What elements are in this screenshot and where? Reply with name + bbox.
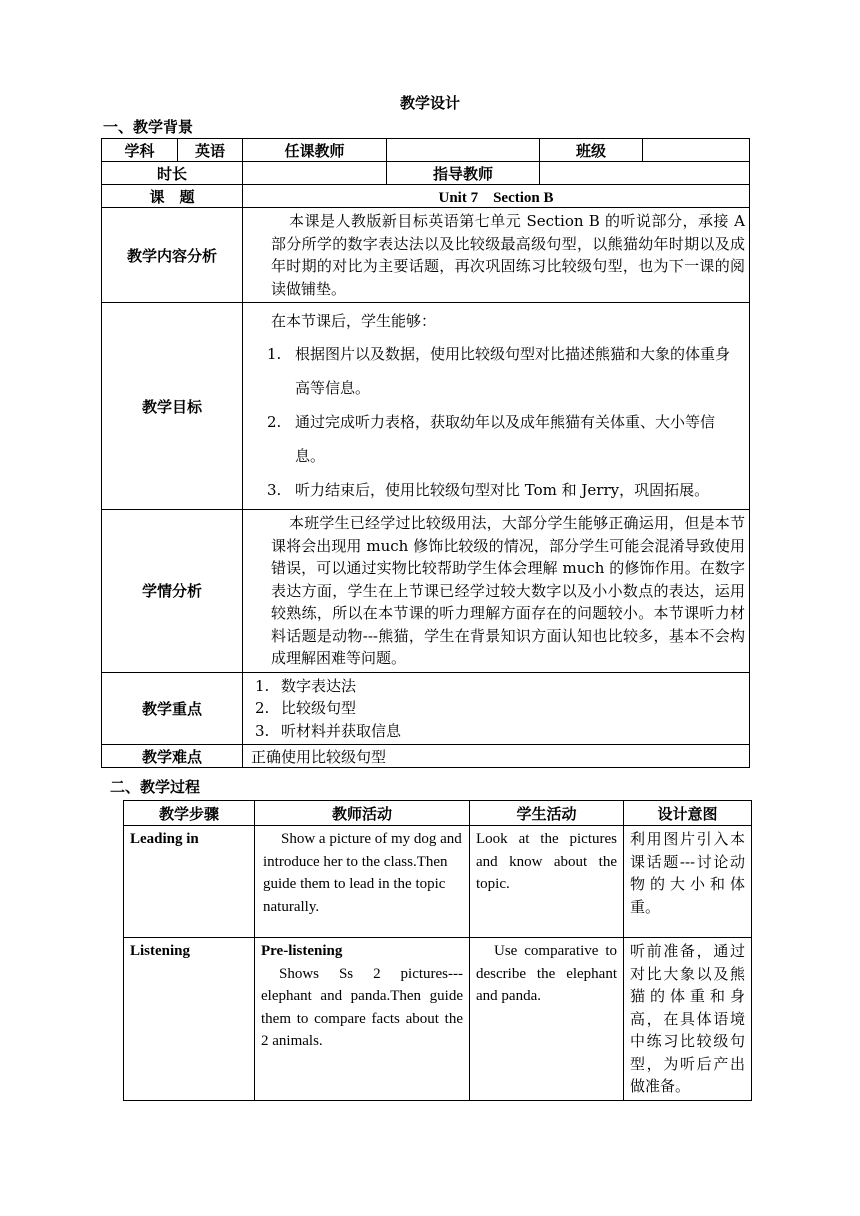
info-row-topic <box>102 185 750 208</box>
process-row <box>124 826 752 938</box>
key-points-row <box>102 672 750 745</box>
duration-label: 时长 <box>102 162 243 185</box>
step-cell: Listening <box>124 938 255 1101</box>
process-table <box>123 800 752 1101</box>
key-points-label: 教学重点 <box>102 672 243 745</box>
header-step: 教学步骤 <box>124 801 255 826</box>
objective-item <box>253 405 743 473</box>
key-point-text: 数字表达法 <box>281 676 357 695</box>
advisor-label: 指导教师 <box>387 162 540 185</box>
objective-number: 3. <box>267 481 282 499</box>
header-student: 学生活动 <box>470 801 624 826</box>
student-activity-cell <box>470 938 624 1101</box>
duration-value <box>243 162 387 185</box>
key-point-item <box>255 697 745 720</box>
key-points-cell <box>243 672 750 745</box>
key-point-text: 比较级句型 <box>281 699 357 717</box>
key-point-number: 2. <box>255 699 270 717</box>
document-title: 教学设计 <box>399 94 460 112</box>
intent-text: 听前准备，通过对比大象以及熊猫的体重和身高，在具体语境中练习比较级句型，为听后产出做准备。 <box>624 938 752 1101</box>
objective-number: 2. <box>267 413 282 431</box>
topic-label: 课 题 <box>102 185 243 208</box>
content-analysis-cell <box>243 208 750 303</box>
key-point-item <box>255 675 745 698</box>
learner-analysis-cell <box>243 510 750 673</box>
key-point-item <box>255 720 745 743</box>
objectives-row <box>102 303 750 510</box>
objectives-label: 教学目标 <box>102 303 243 510</box>
key-point-text: 听材料并获取信息 <box>281 721 402 740</box>
difficulty-text: 正确使用比较级句型 <box>243 745 750 768</box>
info-row-duration <box>102 162 750 185</box>
objectives-cell <box>243 303 750 510</box>
objectives-intro: 在本节课后，学生能够： <box>271 312 437 330</box>
student-activity-text: Use comparative to describe the elephant and panda. <box>476 943 617 1004</box>
topic-value: Unit 7 Section B <box>243 185 750 208</box>
class-label: 班级 <box>540 139 643 162</box>
objective-item <box>253 337 743 405</box>
subject-label: 学科 <box>102 139 178 162</box>
teacher-value <box>387 139 540 162</box>
teacher-activity-cell <box>255 938 470 1101</box>
content-analysis-text: 本课是人教版新目标英语第七单元 Section B 的听说部分，承接 A 部分所学的数字表达法以及比较级最高级句型，以熊猫幼年时期以及成年时期的对比为主要话题，再次巩固练习比较级句型，也为下一课的阅读做铺垫。 <box>271 212 745 298</box>
header-intent: 设计意图 <box>624 801 752 826</box>
teacher-activity-cell <box>255 826 470 938</box>
process-row <box>124 938 752 1101</box>
class-value <box>643 139 750 162</box>
content-analysis-label: 教学内容分析 <box>102 208 243 303</box>
key-point-number: 3. <box>255 721 270 740</box>
subject-value: 英语 <box>178 139 243 162</box>
objective-text: 通过完成听力表格，获取幼年以及成年熊猫有关体重、大小等信息。 <box>295 413 716 465</box>
teacher-activity-text: Shows Ss 2 pictures---elephant and panda.Then guide them to compare facts about the 2 animals. <box>261 965 463 1049</box>
key-point-number: 1. <box>255 676 270 695</box>
student-activity-text: Look at the pictures and know about the topic. <box>470 826 624 938</box>
process-header-row <box>124 801 752 826</box>
info-row-subject <box>102 139 750 162</box>
learner-analysis-text: 本班学生已经学过比较级用法，大部分学生能够正确运用，但是本节课将会出现用 much 修饰比较级的情况，部分学生可能会混淆导致使用错误，可以通过实物比较帮助学生体会理解 much 的修饰作用。在数字表达方面，学生在上节课已经学过较大数字以及小小数点的表达，运用较熟练，所以在本节课的听力理解方面存在的问题较小。本节课听力材料话题是动物---熊猫，学生在背景知识方面认知也比较多，基本不会构成理解困难等问题。 <box>271 514 745 667</box>
advisor-value <box>540 162 750 185</box>
difficulty-label: 教学难点 <box>102 745 243 768</box>
learner-analysis-label: 学情分析 <box>102 510 243 673</box>
learner-analysis-row <box>102 510 750 673</box>
difficulty-row <box>102 745 750 768</box>
header-teacher: 教师活动 <box>255 801 470 826</box>
content-analysis-row <box>102 208 750 303</box>
objective-text: 听力结束后，使用比较级句型对比 Tom 和 Jerry，巩固拓展。 <box>295 481 710 499</box>
teacher-activity-subtitle: Pre-listening <box>261 943 343 959</box>
intent-text: 利用图片引入本课话题---讨论动物的大小和体重。 <box>624 826 752 938</box>
background-table <box>101 138 750 768</box>
objective-number: 1. <box>267 345 282 363</box>
teacher-activity-text: Show a picture of my dog and introduce her to the class.Then guide them to lead in the topic naturally. <box>263 831 462 915</box>
objective-item <box>253 473 743 507</box>
section-heading-background: 一、教学背景 <box>103 118 194 136</box>
section-heading-process: 二、教学过程 <box>110 778 201 796</box>
teacher-label: 任课教师 <box>243 139 387 162</box>
step-cell: Leading in <box>124 826 255 938</box>
objective-text: 根据图片以及数据，使用比较级句型对比描述熊猫和大象的体重身高等信息。 <box>295 345 731 397</box>
